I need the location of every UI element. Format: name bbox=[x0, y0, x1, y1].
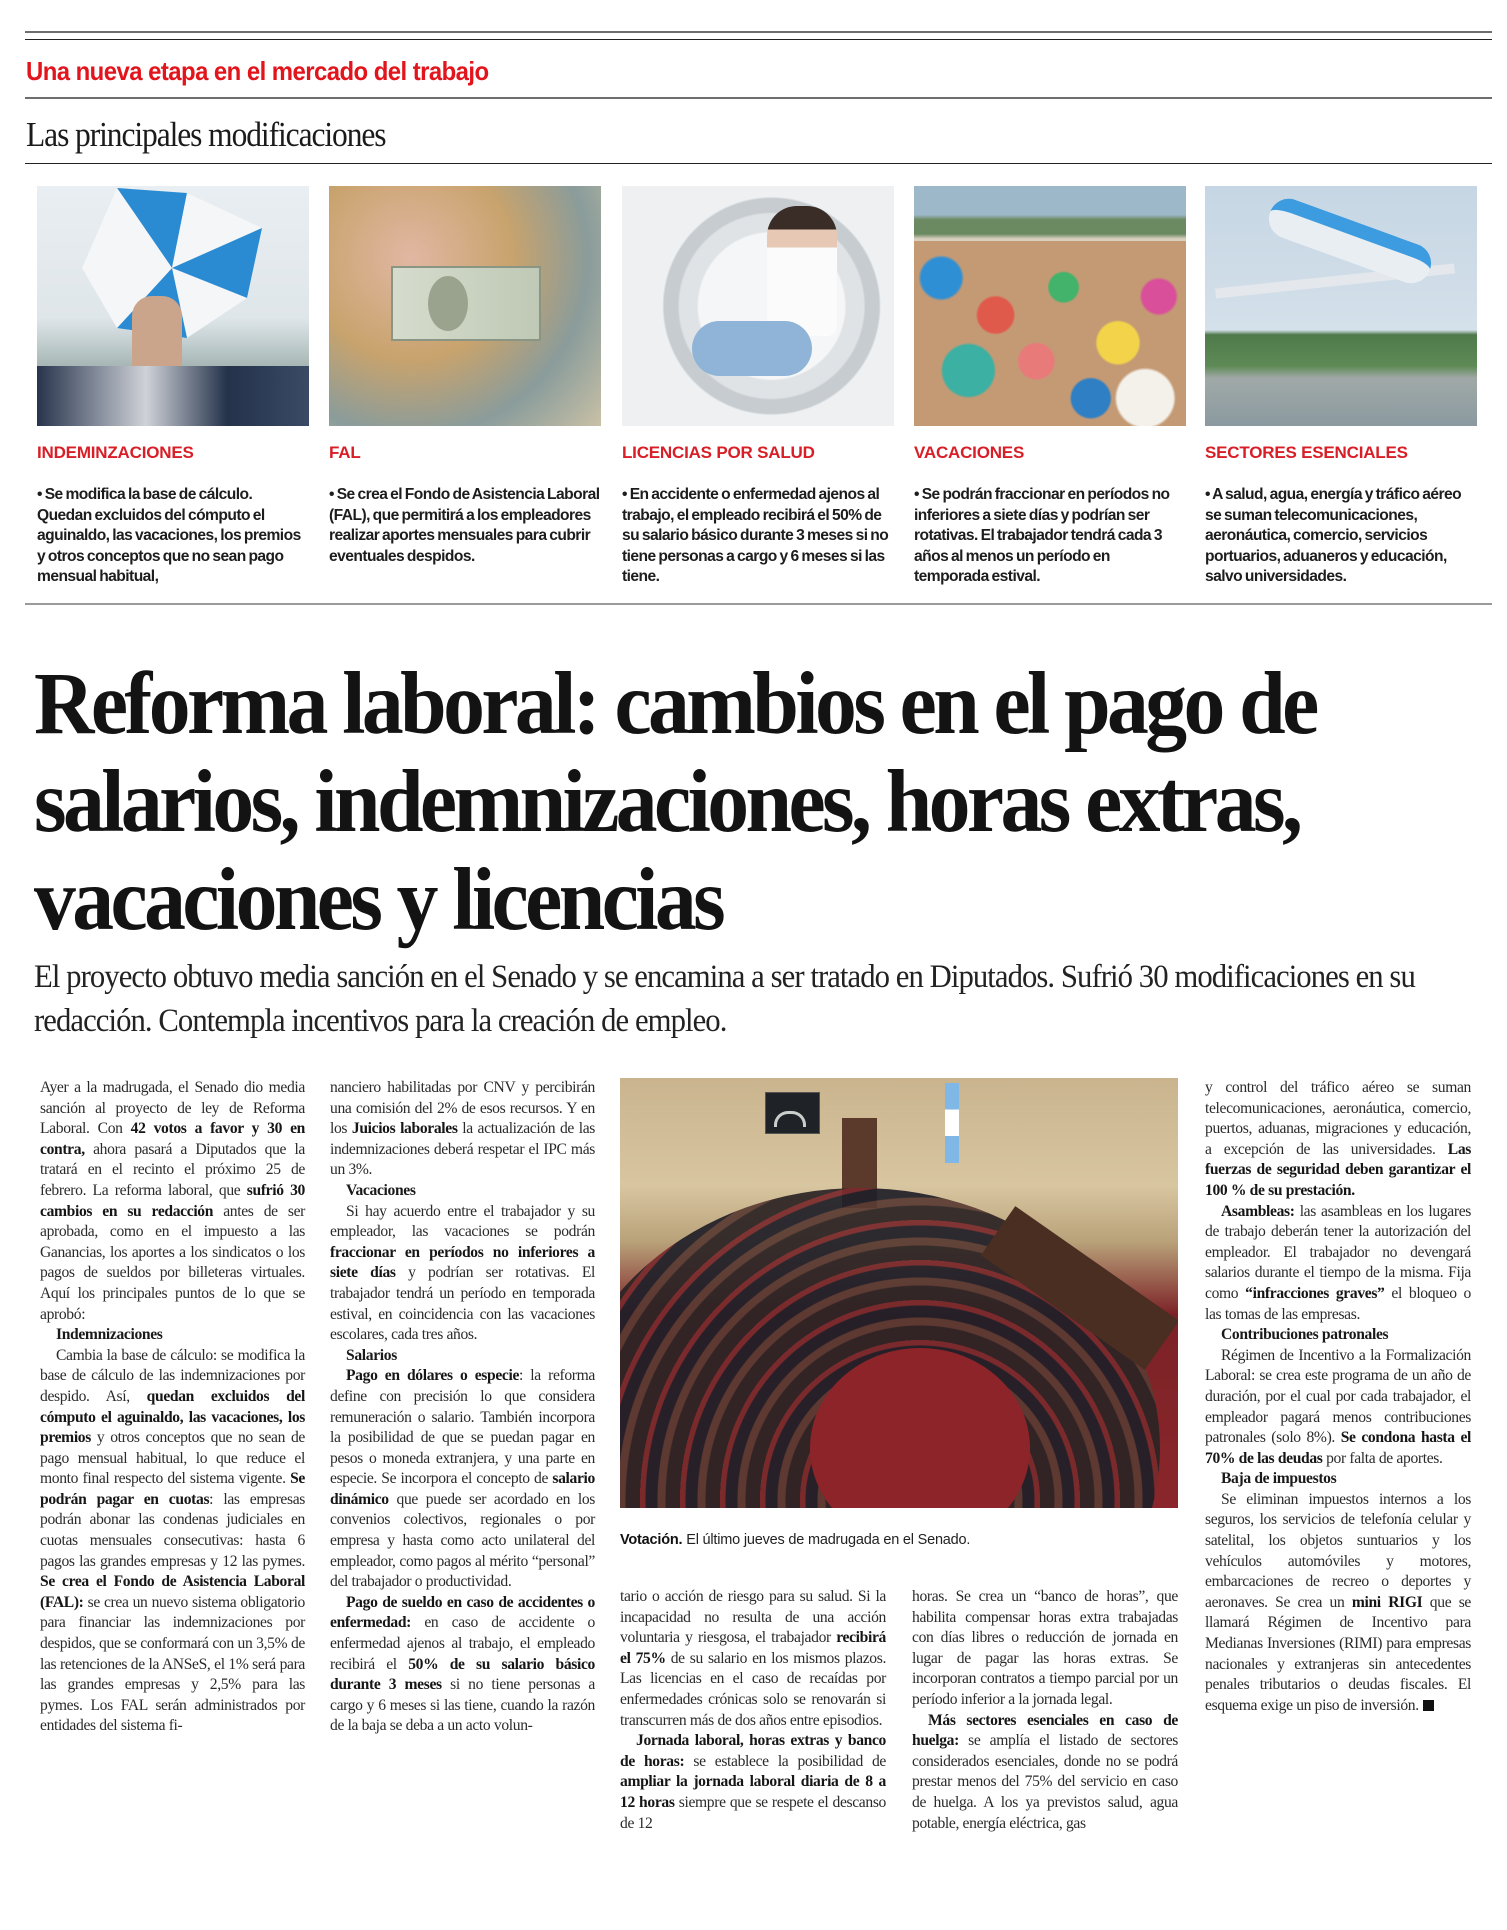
paragraph: Se eliminan impuestos internos a los seguros, los servicios de telefonía celular y satelital, los objetos suntuarios y los vehículos automóviles y motores, embarcaciones de recreo o deportes y aeronaves. Se crea un mini RIGI que se llamará Régimen de Incentivo para Medianas Inversiones (RIMI) para empresas nacionales y extranjeras sin antecedentes penales tributarios o deudas fiscales. El esquema exige un piso de inversión. bbox=[1205, 1490, 1471, 1714]
beach-photo bbox=[914, 186, 1186, 426]
bold-run: sufrió 30 cambios en su redacción bbox=[40, 1181, 306, 1220]
bold-run: Pago en dólares o especie bbox=[346, 1367, 520, 1385]
paragraph: Jornada laboral, horas extras y banco de horas: se establece la posibilidad de ampliar la jornada laboral diaria de 8 a 12 horas siempre que se respete el descanso de 12 bbox=[620, 1732, 887, 1832]
paragraph: horas. Se crea un “banco de horas”, que habilita compensar horas extra trabajadas con días libres o reducción de jornada en lugar de pagar las horas extras. Se incorporan contratos a tiempo parcial por un período inferior a la jornada legal. bbox=[912, 1588, 1178, 1708]
body-column-3 bbox=[620, 1587, 886, 1834]
card-text: • A salud, agua, energía y tráfico aéreo se suman telecomunicaciones, aeronáutica, comercio, servicios portuarios, aduaneros y educación, salvo universidades. bbox=[1205, 486, 1462, 585]
bold-run: mini RIGI bbox=[1351, 1593, 1423, 1611]
bold-run: quedan excluidos del cómputo el aguinaldo, las vacaciones, los premios bbox=[40, 1387, 305, 1447]
photo-caption bbox=[620, 1532, 970, 1548]
card-licencias bbox=[622, 186, 894, 588]
card-text: • En accidente o enfermedad ajenos al trabajo, el empleado recibirá el 50% de su salario básico durante 3 meses si no tiene personas a cargo y 6 meses si las tiene. bbox=[622, 486, 889, 585]
card-text: • Se crea el Fondo de Asistencia Laboral (FAL), que permitirá a los empleadores realizar aportes mensuales para cubrir eventuales despidos. bbox=[329, 486, 600, 565]
bold-run: salario dinámico bbox=[330, 1470, 595, 1508]
end-mark-icon bbox=[1423, 1700, 1434, 1711]
paragraph: Ayer a la madrugada, el Senado dio media sanción al proyecto de ley de Reforma Laboral. Con 42 votos a favor y 30 en contra, ahora pasará a Diputados que la tratará en el recinto el próximo 25 de febrero. La reforma laboral, que sufrió 30 cambios en su redacción antes de ser aprobada, como en el impuesto a las Ganancias, los aportes a los sindicatos o los pagos de sueldos por billeteras virtuales. Aquí los principales puntos de lo que se aprobó: bbox=[40, 1079, 306, 1323]
section-title: Las principales modificaciones bbox=[26, 115, 386, 154]
protest-photo bbox=[37, 186, 309, 426]
paragraph: Cambia la base de cálculo: se modifica la base de cálculo de las indemnizaciones por despido. Así, quedan excluidos del cómputo el aguinaldo, las vacaciones, los premios y otros conceptos que no sean de pago mensual habitual, lo que reduce el monto final respecto del sistema vigente. Se podrán pagar en cuotas: las empresas podrán abonar las condenas judiciales en cuotas mensuales consecutivas: hasta 6 pagos las grandes empresas y 12 las pymes. Se crea el Fondo de Asistencia Laboral (FAL): se crea un nuevo sistema obligatorio para financiar las indemnizaciones por despidos, que se conformará con un 3,5% de las retenciones de la ANSeS, el 1% será para las grandes empresas y 2,5% para las pymes. Los FAL serán administrados por entidades del sistema fi- bbox=[40, 1346, 305, 1735]
top-rule bbox=[25, 31, 1492, 33]
subheading: Indemnizaciones bbox=[56, 1326, 163, 1344]
card-label: FAL bbox=[329, 443, 361, 462]
money-photo bbox=[329, 186, 601, 426]
bold-run: Las fuerzas de seguridad deben garantizar el 100 % de su prestación. bbox=[1205, 1140, 1471, 1199]
argentina-flag-icon bbox=[945, 1083, 959, 1163]
caption-bold: Votación. bbox=[620, 1532, 683, 1548]
paragraph: y control del tráfico aéreo se suman telecomunicaciones, aeronáutica, comercio, puertos, aduanas, migraciones y educación, a excepción de las universidades. Las fuerzas de seguridad deben garantizar el 100 % de su prestación. bbox=[1205, 1079, 1471, 1199]
section-rule bbox=[25, 163, 1492, 164]
caption-text: El último jueves de madrugada en el Senado. bbox=[682, 1532, 971, 1548]
bold-run: Jornada laboral, horas extras y banco de horas: bbox=[620, 1732, 886, 1770]
bold-run: Más sectores esenciales en caso de huelga: bbox=[912, 1711, 1178, 1750]
subheading: Baja de impuestos bbox=[1221, 1470, 1337, 1488]
card-indemnizaciones bbox=[37, 186, 309, 588]
bold-run: Pago de sueldo en caso de accidentes o enfermedad: bbox=[330, 1593, 595, 1632]
vote-screen bbox=[765, 1092, 820, 1134]
subheading: Salarios bbox=[346, 1346, 397, 1364]
bold-run: Se condona hasta el 70% de las deudas bbox=[1205, 1429, 1471, 1467]
patient-figure bbox=[692, 321, 812, 376]
paragraph: tario o acción de riesgo para su salud. Si la incapacidad no resulta de una acción voluntaria y riesgosa, el trabajador recibirá el 75% de su salario en los mismos plazos. Las licencias en el caso de recaídas por enfermedades crónicas solo se renovarán si transcurren más de dos años entre episodios. bbox=[620, 1588, 887, 1729]
card-label: SECTORES ESENCIALES bbox=[1205, 443, 1408, 462]
medical-scan-photo bbox=[622, 186, 894, 426]
bold-run: 50% de su salario básico durante 3 meses bbox=[330, 1655, 595, 1694]
cards-bottom-rule bbox=[25, 603, 1492, 605]
subheading: Vacaciones bbox=[346, 1181, 416, 1199]
bold-run: recibirá el 75% bbox=[620, 1629, 886, 1667]
crowd-figure bbox=[37, 366, 309, 426]
bold-run: ampliar la jornada laboral diaria de 8 a 12 horas bbox=[620, 1773, 886, 1811]
deck: El proyecto obtuvo media sanción en el Senado y se encamina a ser tratado en Diputados. Sufrió 30 modificaciones en su redacción. Contempla incentivos para la creación de empleo. bbox=[34, 959, 1415, 1039]
kicker: Una nueva etapa en el mercado del trabajo bbox=[26, 56, 489, 86]
paragraph: Si hay acuerdo entre el trabajador y su empleador, las vacaciones se podrán fraccionar en períodos no inferiores a siete días y podrían ser rotativas. El trabajador tendrá un período en temporada estival, en coincidencia con las vacaciones escolares, cada tres años. bbox=[330, 1202, 595, 1344]
headline: Reforma laboral: cambios en el pago de salarios, indemnizaciones, horas extras, vacaciones y licencias bbox=[34, 655, 1316, 949]
bold-run: Juicios laborales bbox=[351, 1120, 458, 1138]
senate-photo bbox=[620, 1078, 1178, 1508]
subheading: Contribuciones patronales bbox=[1221, 1326, 1389, 1344]
airplane-photo bbox=[1205, 186, 1477, 426]
bold-run: fraccionar en períodos no inferiores a siete días bbox=[330, 1243, 595, 1282]
card-fal bbox=[329, 186, 601, 567]
bold-run: Asambleas: bbox=[1221, 1202, 1295, 1220]
body-column-5 bbox=[1205, 1078, 1471, 1716]
card-text: • Se podrán fraccionar en períodos no inferiores a siete días y podrían ser rotativas. El trabajador tendrá cada 3 años al menos un período en temporada estival. bbox=[914, 486, 1170, 585]
paragraph: nanciero habilitadas por CNV y percibirán una comisión del 2% de esos recursos. Y en los Juicios laborales la actualización de las indemnizaciones deberá respetar el IPC más un 3%. bbox=[330, 1079, 595, 1179]
umbrellas-crowd bbox=[914, 241, 1186, 426]
card-text: • Se modifica la base de cálculo. Quedan excluidos del cómputo el aguinaldo, las vacaciones, los premios y otros conceptos que no sean pago mensual habitual, bbox=[37, 486, 301, 585]
bold-run: Se podrán pagar en cuotas bbox=[40, 1470, 305, 1508]
bold-run: Se crea el Fondo de Asistencia Laboral (FAL): bbox=[40, 1573, 305, 1611]
paragraph: Más sectores esenciales en caso de huelga: se amplía el listado de sectores considerados esenciales, donde no se podrá prestar menos del 75% del servicio en caso de huelga. A los ya previstos salud, agua potable, energía eléctrica, gas bbox=[912, 1711, 1178, 1832]
paragraph: Pago en dólares o especie: la reforma define con precisión lo que considera remuneración o salario. También incorpora la posibilidad de que se puedan pagar en pesos o moneda extranjera, y una parte en especie. Se incorpora el concepto de salario dinámico que puede ser acordado en los convenios colectivos, regionales o por empresa y hasta como acto unilateral del empleador, como pagos al mérito “personal” del trabajador o productividad. bbox=[330, 1367, 596, 1591]
card-sectores bbox=[1205, 186, 1477, 588]
top-rule-thin bbox=[25, 39, 1492, 40]
card-vacaciones bbox=[914, 186, 1186, 588]
bold-run: 42 votos a favor y 30 en contra, bbox=[40, 1120, 305, 1158]
bold-run: “infracciones graves” bbox=[1245, 1284, 1385, 1302]
card-label: LICENCIAS POR SALUD bbox=[622, 443, 815, 462]
paragraph: Pago de sueldo en caso de accidentes o enfermedad: en caso de accidente o enfermedad ajenos al trabajo, el empleado recibirá el 50% de su salario básico durante 3 meses si no tiene personas a cargo y 6 meses si las tiene, cuando la razón de la baja se deba a un acto volun- bbox=[330, 1593, 595, 1735]
paragraph: Asambleas: las asambleas en los lugares de trabajo deberán tener la autorización del empleador. El trabajador no devengará salarios durante el tiempo de la misma. Fija como “infracciones graves” el bloqueo o las tomas de las empresas. bbox=[1205, 1202, 1472, 1323]
body-column-4 bbox=[912, 1587, 1178, 1834]
kicker-rule bbox=[25, 97, 1492, 99]
doctor-figure bbox=[767, 206, 837, 336]
modifications-cards bbox=[37, 186, 1482, 586]
dollar-bill-icon bbox=[391, 266, 541, 341]
body-column-1 bbox=[40, 1078, 305, 1737]
body-column-2 bbox=[330, 1078, 595, 1737]
card-label: INDEMINZACIONES bbox=[37, 443, 194, 462]
card-label: VACACIONES bbox=[914, 443, 1025, 462]
paragraph: Régimen de Incentivo a la Formalización Laboral: se crea este programa de un año de duración, por el cual por cada trabajador, el empleador pagará menos contribuciones patronales (solo 8%). Se condona hasta el 70% de las deudas por falta de aportes. bbox=[1205, 1346, 1471, 1467]
